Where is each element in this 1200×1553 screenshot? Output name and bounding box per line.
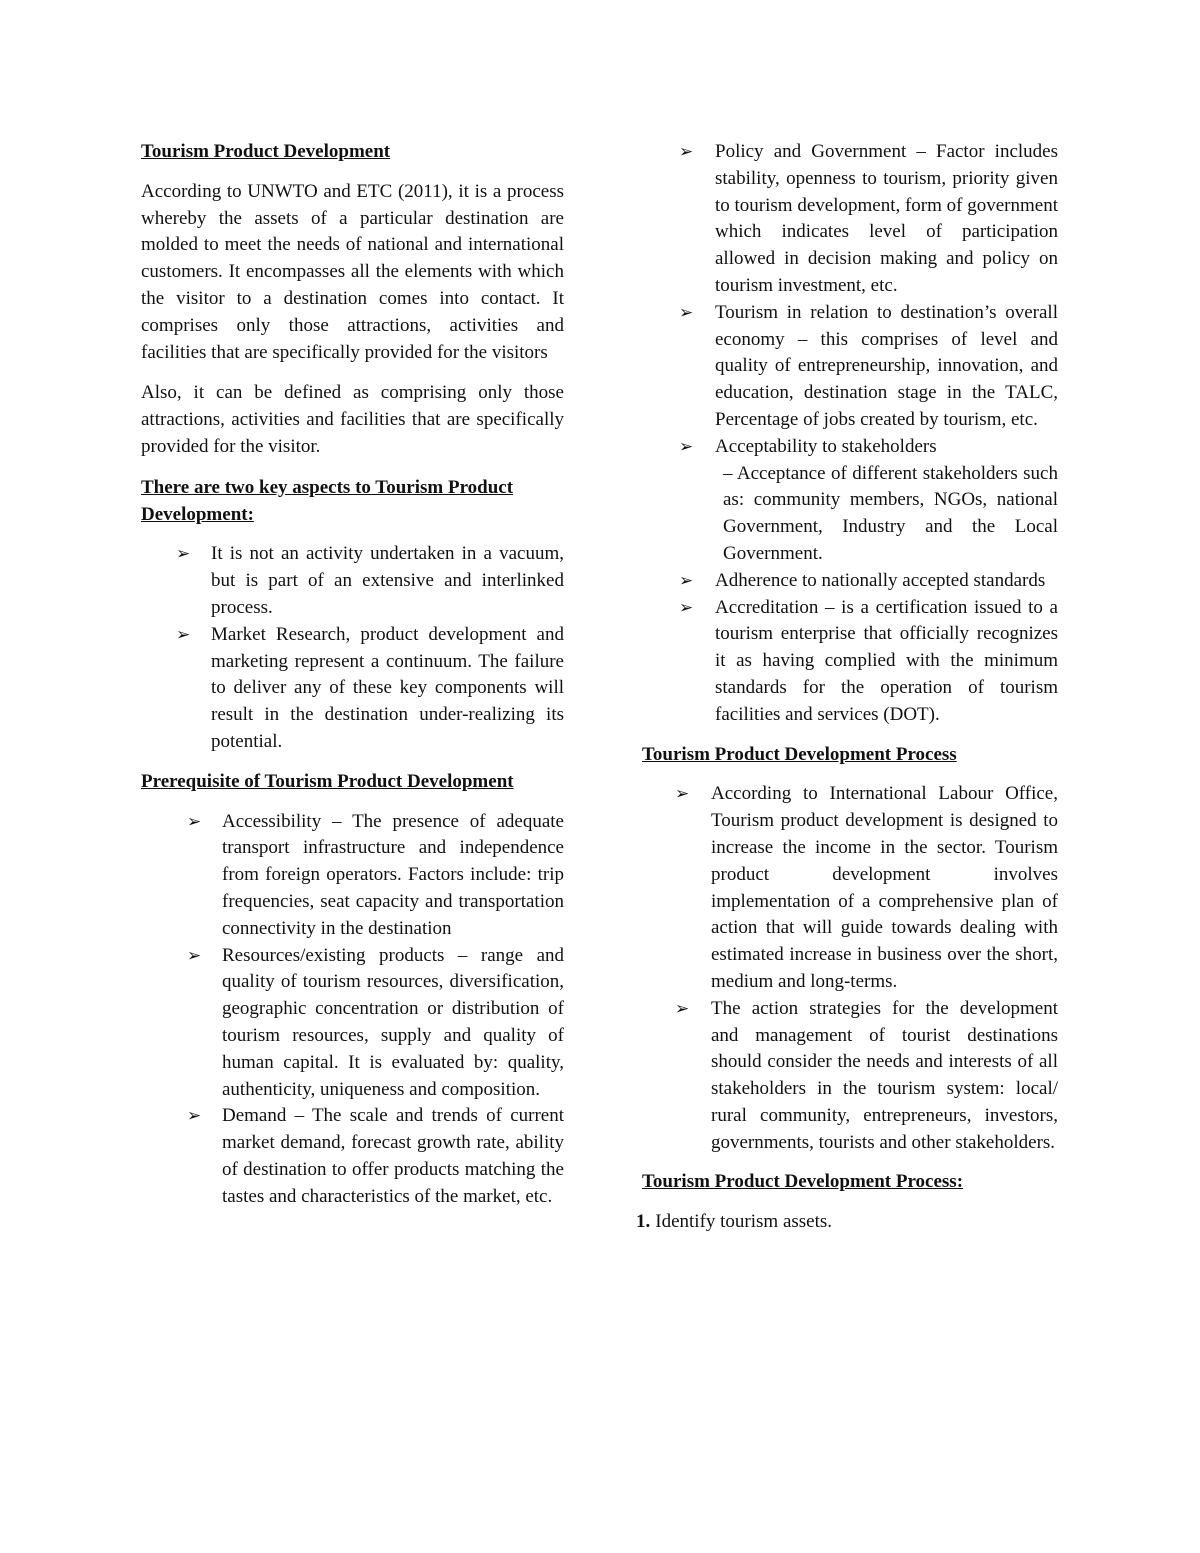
- prerequisite-text: Resources/existing products – range and quality of tourism resources, diversification, geographic concentration or distribution of tourism resources, supply and quality of human capital. It is evaluated by: quality, authenticity, uniqueness and composition.: [222, 944, 564, 1100]
- process-list: [636, 781, 1058, 1156]
- intro-paragraph-2: Also, it can be defined as comprising only those attractions, activities and facilities that are specifically provided for the visitor.: [141, 382, 564, 457]
- arrow-bullet-icon: ➢: [187, 945, 202, 966]
- key-aspect-text: Market Research, product development and marketing represent a continuum. The failure to deliver any of these key components will result in the destination under-realizing its potential.: [211, 623, 564, 752]
- key-aspect-text: It is not an activity undertaken in a vacuum, but is part of an extensive and interlinked process.: [211, 543, 564, 618]
- list-item: [636, 300, 1058, 434]
- list-item: [141, 1103, 564, 1210]
- prerequisite-text: Acceptability to stakeholders: [715, 435, 937, 457]
- prerequisite-text: Adherence to nationally accepted standards: [715, 569, 1046, 591]
- prerequisite-heading: Prerequisite of Tourism Product Development: [141, 770, 514, 792]
- prerequisite-text: Demand – The scale and trends of current market demand, forecast growth rate, ability of destination to offer products matching the tastes and characteristics of the market, etc.: [222, 1105, 564, 1207]
- key-aspects-list: [141, 541, 564, 755]
- prerequisite-text: Policy and Government – Factor includes stability, openness to tourism, priority given to tourism development, form of government which indicates level of participation allowed in decision making and policy on tourism investment, etc.: [715, 141, 1058, 296]
- list-item: [141, 541, 564, 621]
- key-aspects-heading: There are two key aspects to Tourism Product Development:: [141, 476, 514, 525]
- list-item: [141, 943, 564, 1104]
- arrow-bullet-icon: ➢: [679, 302, 694, 323]
- prerequisite-text: Tourism in relation to destination’s overall economy – this comprises of level and quality of entrepreneurship, innovation, and education, destination stage in the TALC, Percentage of jobs created by tourism, etc.: [715, 301, 1058, 430]
- step-number: 1.: [636, 1211, 651, 1233]
- right-column: [636, 139, 1058, 1236]
- process-text: The action strategies for the development and management of tourist destinations should consider the needs and interests of all stakeholders in the tourism system: local/ rural community, entrepreneurs, investors, governments, tourists and other stakeholders.: [711, 997, 1058, 1153]
- list-item: [636, 595, 1058, 729]
- process-text: According to International Labour Office, Tourism product development is designed to increase the income in the sector. Tourism product development involves implementation of a comprehensive plan of action that will guide towards dealing with estimated increase in business over the short, medium and long-terms.: [711, 783, 1058, 992]
- list-item: [636, 568, 1058, 595]
- left-column: [141, 139, 564, 1223]
- prerequisite-subtext: – Acceptance of different stakeholders such as: community members, NGOs, national Government, Industry and the Local Government.: [723, 462, 1058, 564]
- arrow-bullet-icon: ➢: [675, 998, 690, 1019]
- prerequisite-text: Accreditation – is a certification issued to a tourism enterprise that officially recognizes it as having complied with the minimum standards for the operation of tourism facilities and services (DOT).: [715, 596, 1058, 725]
- list-item: [141, 809, 564, 943]
- process-heading: Tourism Product Development Process: [642, 743, 957, 765]
- prerequisite-list: [141, 809, 564, 1211]
- list-item: [636, 781, 1058, 995]
- arrow-bullet-icon: ➢: [679, 142, 694, 162]
- list-item: [636, 996, 1058, 1157]
- arrow-bullet-icon: ➢: [679, 597, 694, 618]
- list-item: [636, 434, 1058, 568]
- arrow-bullet-icon: ➢: [187, 811, 202, 832]
- list-item: [141, 622, 564, 756]
- prerequisite-text: Accessibility – The presence of adequate transport infrastructure and independence from foreign operators. Factors include: trip frequencies, seat capacity and transportation connectivity in the destination: [222, 810, 564, 939]
- arrow-bullet-icon: ➢: [176, 624, 191, 645]
- step-text: Identify tourism assets.: [655, 1211, 833, 1233]
- arrow-bullet-icon: ➢: [176, 544, 191, 565]
- prerequisite-list-continued: [636, 139, 1058, 729]
- document-title: Tourism Product Development: [141, 141, 391, 162]
- process-steps-list: [636, 1209, 1058, 1236]
- arrow-bullet-icon: ➢: [679, 436, 694, 457]
- intro-paragraph-1: According to UNWTO and ETC (2011), it is a process whereby the assets of a particular destination are molded to meet the needs of national and international customers. It encompasses all the elements with which the visitor to a destination comes into contact. It comprises only those attractions, activities and facilities that are specifically provided for the visitors: [141, 180, 564, 363]
- list-item: [636, 1209, 1058, 1236]
- arrow-bullet-icon: ➢: [187, 1106, 202, 1127]
- process-steps-heading: Tourism Product Development Process:: [642, 1171, 964, 1193]
- list-item: [636, 139, 1058, 300]
- arrow-bullet-icon: ➢: [679, 570, 694, 591]
- arrow-bullet-icon: ➢: [675, 784, 690, 805]
